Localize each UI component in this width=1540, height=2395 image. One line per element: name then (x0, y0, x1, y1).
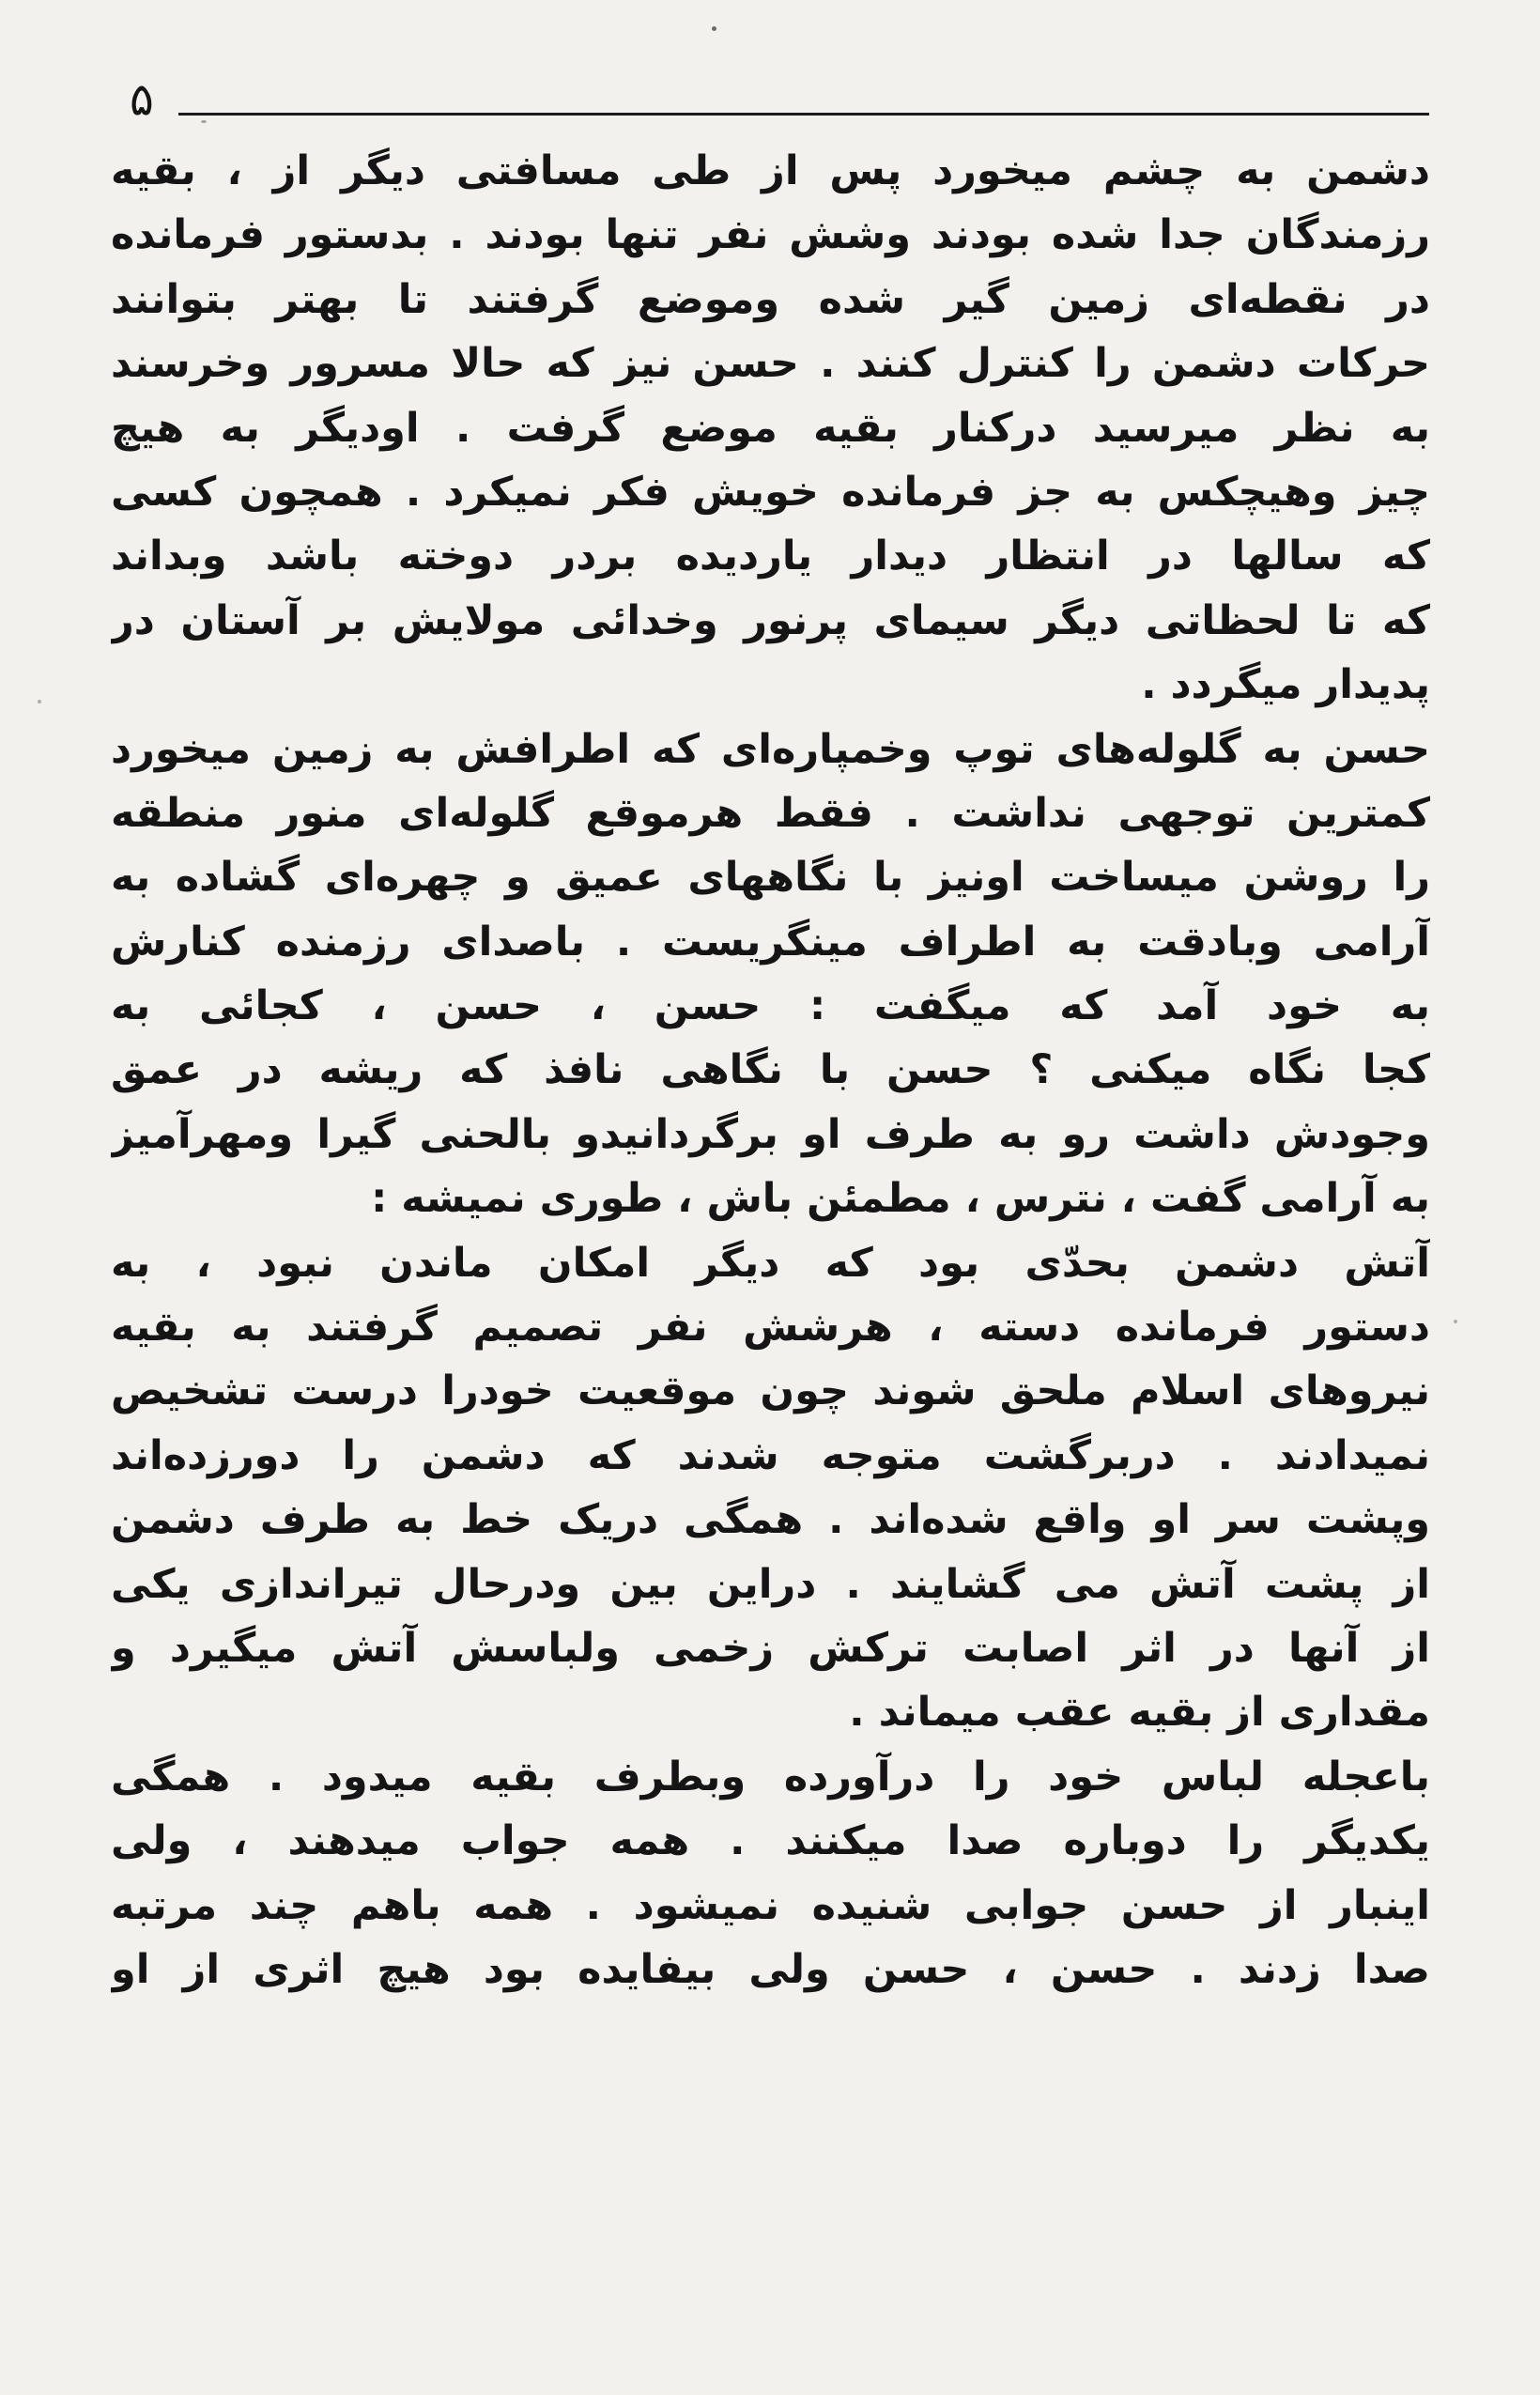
text-line: در نقطه‌ای زمین گیر شده وموضع گرفتند تا بهتر بتوانند (111, 275, 1430, 323)
text-line: به خود آمد که میگفت : حسن ، حسن ، کجائی به (111, 982, 1430, 1030)
paper-speck (1454, 1320, 1457, 1323)
text-line: کجا نگاه میکنی ؟ حسن با نگاهی نافذ که ریشه در عمق (111, 1046, 1430, 1094)
text-line: را روشن میساخت اونیز با نگاههای عمیق و چهره‌ای گشاده به (111, 854, 1430, 902)
page-number: ۵ (130, 73, 154, 126)
text-line: کمترین توجهی نداشت . فقط هرموقع گلوله‌ای منور منطقه (111, 789, 1430, 837)
text-line: باعجله لباس خود را درآورده وبطرف بقیه میدود . همگی (111, 1753, 1430, 1800)
text-line: آتش دشمن بحدّی بود که دیگر امکان ماندن نبود ، به (111, 1239, 1430, 1287)
paper-speck (201, 120, 207, 123)
text-line: دستور فرمانده دسته ، هرشش نفر تصمیم گرفتند به بقیه (111, 1304, 1430, 1352)
body-text (111, 139, 1430, 2001)
text-line: چیز وهیچکس به جز فرمانده خویش فکر نمیکرد . همچون کسی (111, 468, 1430, 516)
text-line: یکدیگر را دوباره صدا میکنند . همه جواب میدهند ، ولی (111, 1817, 1430, 1865)
paper-speck (712, 26, 716, 31)
text-line: صدا زدند . حسن ، حسن ولی بیفایده بود هیچ اثری از او (111, 1945, 1430, 1993)
header-rule (178, 113, 1429, 116)
text-line: به آرامی گفت ، نترس ، مطمئن باش ، طوری نمیشه : (371, 1175, 1430, 1223)
text-line: نمیدادند . دربرگشت متوجه شدند که دشمن را دورزده‌اند (111, 1431, 1430, 1479)
text-line: به نظر میرسید درکنار بقیه موضع گرفت . اودیگر به هیچ (111, 404, 1430, 452)
text-line: رزمندگان جدا شده بودند وشش نفر تنها بودند . بدستور فرمانده (111, 211, 1430, 259)
text-line: وپشت سر او واقع شده‌اند . همگی دریک خط به طرف دشمن (111, 1496, 1430, 1544)
paper-speck (38, 700, 41, 703)
text-line: از آنها در اثر اصابت ترکش زخمی ولباسش آتش میگیرد و (111, 1624, 1430, 1672)
text-line: که تا لحظاتی دیگر سیمای پرنور وخدائی مولایش بر آستان در (111, 596, 1430, 644)
text-line: اینبار از حسن جوابی شنیده نمیشود . همه باهم چند مرتبه (111, 1881, 1430, 1929)
text-line: حسن به گلوله‌های توپ وخمپاره‌ای که اطرافش به زمین میخورد (111, 725, 1430, 773)
text-line: آرامی وبادقت به اطراف مینگریست . باصدای رزمنده کنارش (111, 918, 1430, 966)
text-line: وجودش داشت رو به طرف او برگردانیدو بالحنی گیرا ومهرآمیز (111, 1110, 1430, 1158)
text-line: مقداری از بقیه عقب میماند . (849, 1689, 1430, 1737)
text-line: دشمن به چشم میخورد پس از طی مسافتی دیگر از ، بقیه (111, 147, 1430, 194)
text-line: پدیدار میگردد . (1141, 661, 1430, 709)
text-line: نیروهای اسلام ملحق شوند چون موقعیت خودرا درست تشخیص (111, 1367, 1430, 1415)
page-header (0, 66, 1540, 141)
text-line: از پشت آتش می گشایند . دراین بین ودرحال تیراندازی یکی (111, 1560, 1430, 1608)
text-line: که سالها در انتظار دیدار یاردیده بردر دوخته باشد وبداند (111, 533, 1430, 580)
text-line: حرکات دشمن را کنترل کنند . حسن نیز که حالا مسرور وخرسند (111, 340, 1430, 388)
